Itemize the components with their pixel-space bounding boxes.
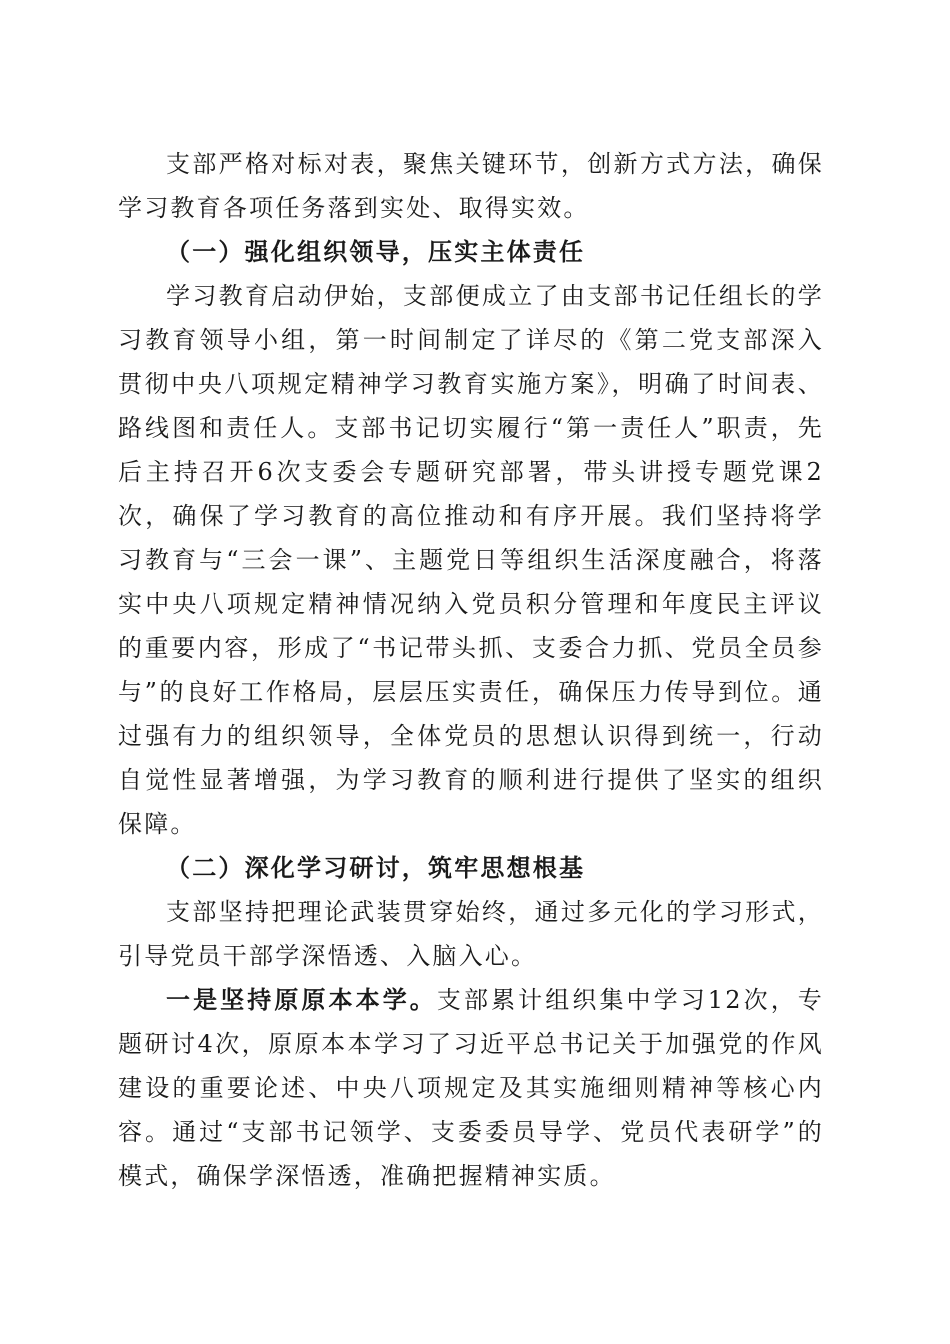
section-heading-1: （一）强化组织领导，压实主体责任	[166, 237, 586, 266]
point-body-text: 支部累计组织集中学习12次，专题研讨4次，原原本本学习了习近平总书记关于加强党的作风建设的重要论述、中央八项规定及其实施细则精神等核心内容。通过“支部书记领学、支委委员导学、党员代表研学”的模式，确保学深悟透，准确把握精神实质。	[118, 986, 825, 1190]
paragraph-study-intro: 支部坚持把理论武装贯穿始终，通过多元化的学习形式，引导党员干部学深悟透、入脑入心。	[118, 898, 824, 970]
document-body	[118, 142, 824, 1198]
point-lead-text: 一是坚持原原本本学。	[166, 985, 437, 1014]
section-heading-2: （二）深化学习研讨，筑牢思想根基	[166, 853, 586, 882]
paragraph-organization: 学习教育启动伊始，支部便成立了由支部书记任组长的学习教育领导小组，第一时间制定了详尽的《第二党支部深入贯彻中央八项规定精神学习教育实施方案》，明确了时间表、路线图和责任人。支部书记切实履行“第一责任人”职责，先后主持召开6次支委会专题研究部署，带头讲授专题党课2次，确保了学习教育的高位推动和有序开展。我们坚持将学习教育与“三会一课”、主题党日等组织生活深度融合，将落实中央八项规定精神情况纳入党员积分管理和年度民主评议的重要内容，形成了“书记带头抓、支委合力抓、党员全员参与”的良好工作格局，层层压实责任，确保压力传导到位。通过强有力的组织领导，全体党员的思想认识得到统一，行动自觉性显著增强，为学习教育的顺利进行提供了坚实的组织保障。	[118, 282, 824, 838]
paragraph-intro: 支部严格对标对表，聚焦关键环节，创新方式方法，确保学习教育各项任务落到实处、取得实效。	[118, 150, 824, 222]
paragraph-study-point-1	[118, 978, 824, 1198]
